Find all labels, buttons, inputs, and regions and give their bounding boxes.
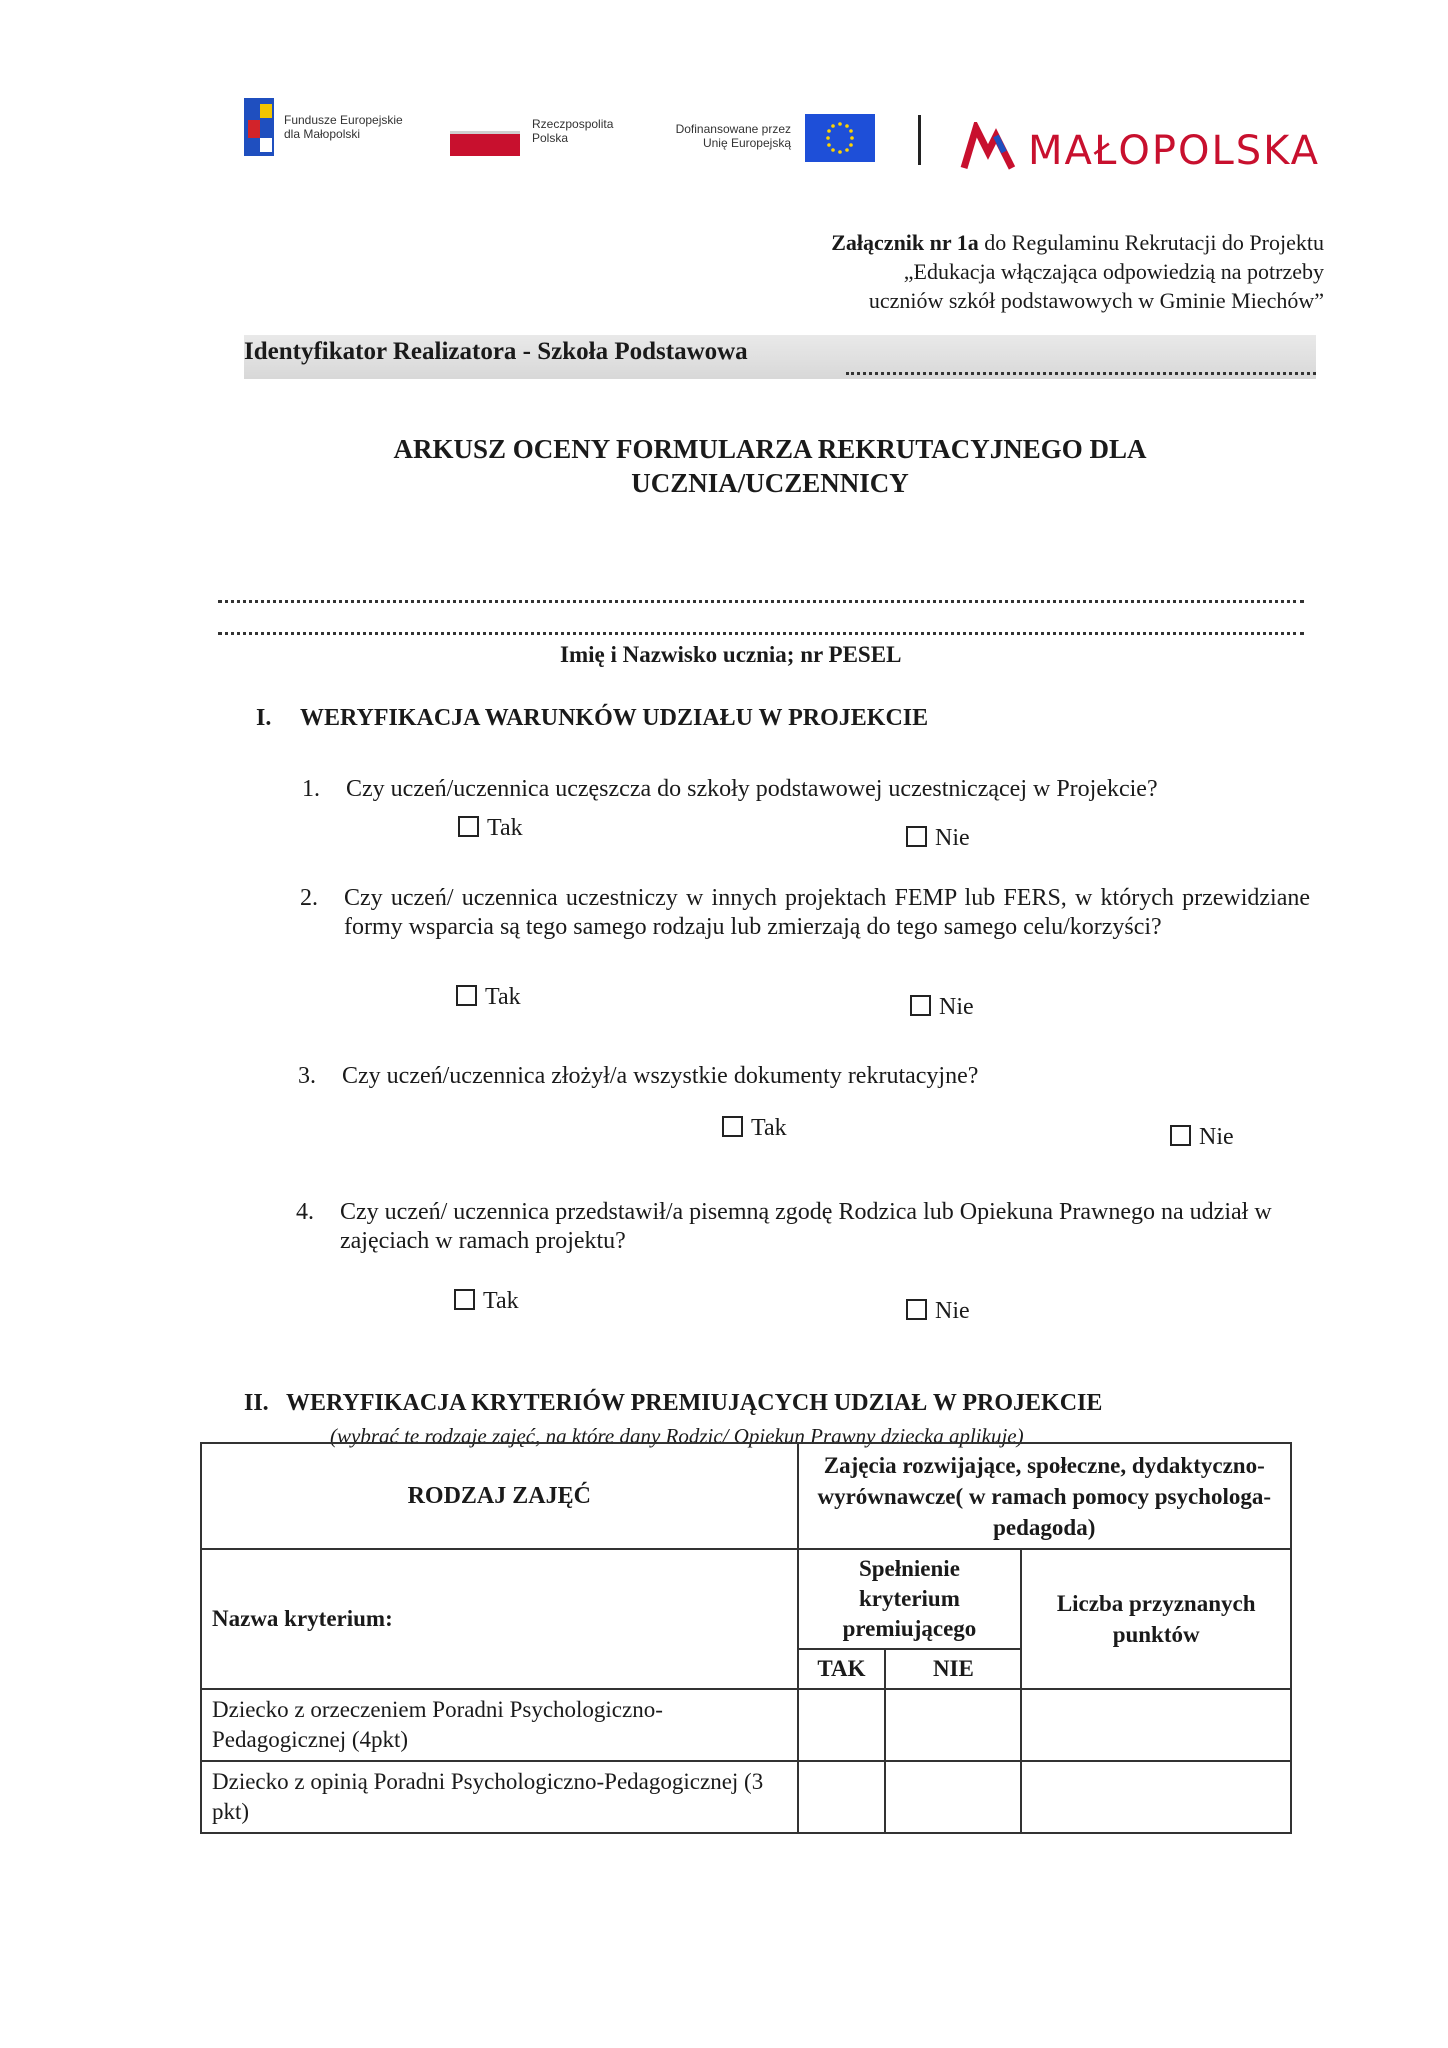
- criterion-2-points-cell[interactable]: [1021, 1761, 1291, 1833]
- name-fill-line-1[interactable]: [218, 600, 1304, 603]
- q4-nie-checkbox[interactable]: [906, 1299, 927, 1320]
- form-title: [300, 432, 1240, 500]
- q4-tak-label: Tak: [483, 1288, 519, 1314]
- q2-tak-checkbox[interactable]: [456, 985, 477, 1006]
- header-divider: [918, 115, 921, 165]
- q2-nie-label: Nie: [939, 994, 974, 1020]
- criterion-2-nie-cell[interactable]: [885, 1761, 1021, 1833]
- section-1-num: I.: [256, 705, 272, 731]
- criterion-1-nie-cell[interactable]: [885, 1689, 1021, 1761]
- section-2-title: WERYFIKACJA KRYTERIÓW PREMIUJĄCYCH UDZIAŁ W PROJEKCIE: [286, 1390, 1103, 1416]
- attachment-note: [624, 228, 1324, 315]
- rp-line1: Rzeczpospolita: [532, 117, 614, 131]
- spelnienie-header: Spełnienie kryterium premiującego: [798, 1549, 1022, 1649]
- q2-nie-option[interactable]: [910, 994, 974, 1021]
- fe-line2: dla Małopolski: [284, 127, 361, 141]
- section-2-heading: [244, 1390, 1102, 1417]
- logo-fe: [244, 98, 444, 158]
- question-4-text: Czy uczeń/ uczennica przedstawił/a pisemną zgodę Rodzica lub Opiekuna Prawnego na udział w zajęciach w ramach projektu?: [340, 1199, 1272, 1254]
- q4-nie-option[interactable]: [906, 1298, 970, 1325]
- fe-flag-icon: [244, 98, 274, 156]
- q1-nie-checkbox[interactable]: [906, 826, 927, 847]
- rodzaj-zajec-header: RODZAJ ZAJĘĆ: [201, 1443, 798, 1549]
- criterion-2-tak-cell[interactable]: [798, 1761, 886, 1833]
- logo-malopolska: [960, 118, 1320, 178]
- question-1-num: 1.: [302, 776, 320, 802]
- eu-flag-icon: [805, 114, 875, 162]
- q3-tak-checkbox[interactable]: [722, 1116, 743, 1137]
- logo-rp: [450, 115, 630, 159]
- question-1: [302, 775, 1302, 804]
- nie-header: NIE: [885, 1649, 1021, 1689]
- attachment-line1: Załącznik nr 1a do Regulaminu Rekrutacji do Projektu: [831, 230, 1324, 255]
- criterion-2-label: Dziecko z opinią Poradni Psychologiczno-Pedagogicznej (3 pkt): [201, 1761, 798, 1833]
- malopolska-text: MAŁOPOLSKA: [1028, 128, 1321, 174]
- ue-line1: Dofinansowane przez: [675, 122, 791, 136]
- question-2-text: Czy uczeń/ uczennica uczestniczy w innych projektach FEMP lub FERS, w których przewidziane formy wsparcia są tego samego rodzaju lub zmierzają do tego samego celu/korzyści?: [344, 885, 1310, 940]
- identifier-fill-line[interactable]: [846, 372, 1316, 375]
- q1-tak-checkbox[interactable]: [458, 816, 479, 837]
- q1-tak-label: Tak: [487, 815, 523, 841]
- q3-nie-label: Nie: [1199, 1124, 1234, 1150]
- q3-tak-label: Tak: [751, 1115, 787, 1141]
- form-title-line2: UCZNIA/UCZENNICY: [631, 468, 909, 498]
- section-1-heading: [256, 705, 928, 732]
- q4-nie-label: Nie: [935, 1298, 970, 1324]
- attachment-line3: uczniów szkół podstawowych w Gminie Miechów”: [868, 288, 1324, 313]
- question-3-text: Czy uczeń/uczennica złożył/a wszystkie dokumenty rekrutacyjne?: [342, 1063, 979, 1089]
- table-row: [201, 1689, 1291, 1761]
- rp-line2: Polska: [532, 131, 569, 145]
- form-title-line1: ARKUSZ OCENY FORMULARZA REKRUTACYJNEGO DLA: [393, 434, 1147, 464]
- section-2-num: II.: [244, 1390, 269, 1416]
- liczba-punktow-header: Liczba przyznanych punktów: [1021, 1549, 1291, 1689]
- q3-tak-option[interactable]: [722, 1115, 787, 1142]
- nazwa-kryterium-header: Nazwa kryterium:: [201, 1549, 798, 1689]
- criterion-1-label: Dziecko z orzeczeniem Poradni Psychologiczno-Pedagogicznej (4pkt): [201, 1689, 798, 1761]
- name-label: Imię i Nazwisko ucznia; nr PESEL: [560, 642, 902, 667]
- q2-nie-checkbox[interactable]: [910, 995, 931, 1016]
- question-3: [298, 1062, 1298, 1091]
- question-2-num: 2.: [300, 885, 318, 911]
- ue-line2: Unię Europejską: [702, 136, 791, 150]
- q4-tak-option[interactable]: [454, 1288, 519, 1315]
- q3-nie-option[interactable]: [1170, 1124, 1234, 1151]
- q1-tak-option[interactable]: [458, 815, 523, 842]
- table-row: [201, 1761, 1291, 1833]
- rp-flag-icon: [450, 131, 520, 156]
- q1-nie-label: Nie: [935, 825, 970, 851]
- zajecia-header: Zajęcia rozwijające, społeczne, dydaktyczno-wyrównawcze( w ramach pomocy psychologa- pedagoda): [798, 1443, 1291, 1549]
- q2-tak-option[interactable]: [456, 984, 521, 1011]
- q3-nie-checkbox[interactable]: [1170, 1125, 1191, 1146]
- question-4-num: 4.: [296, 1199, 314, 1225]
- criteria-table: [200, 1442, 1292, 1834]
- question-1-text: Czy uczeń/uczennica uczęszcza do szkoły podstawowej uczestniczącej w Projekcie?: [346, 776, 1158, 802]
- name-fill-line-2[interactable]: [218, 632, 1304, 635]
- q1-nie-option[interactable]: [906, 825, 970, 852]
- criterion-1-tak-cell[interactable]: [798, 1689, 886, 1761]
- question-3-num: 3.: [298, 1063, 316, 1089]
- fe-line1: Fundusze Europejskie: [284, 113, 403, 127]
- tak-header: TAK: [798, 1649, 886, 1689]
- identifier-label: Identyfikator Realizatora - Szkoła Podstawowa: [244, 338, 748, 365]
- criterion-1-points-cell[interactable]: [1021, 1689, 1291, 1761]
- question-2: [300, 884, 1310, 942]
- attachment-line2: „Edukacja włączająca odpowiedzią na potrzeby: [903, 259, 1324, 284]
- section-2-subtitle: (wybrać te rodzaje zajęć, na które dany Rodzic/ Opiekun Prawny dziecka aplikuje): [330, 1424, 1024, 1448]
- logo-ue: [655, 114, 875, 166]
- q4-tak-checkbox[interactable]: [454, 1289, 475, 1310]
- section-1-title: WERYFIKACJA WARUNKÓW UDZIAŁU W PROJEKCIE: [300, 705, 929, 731]
- malopolska-m-icon: [960, 122, 1018, 172]
- q2-tak-label: Tak: [485, 984, 521, 1010]
- question-4: [296, 1198, 1308, 1256]
